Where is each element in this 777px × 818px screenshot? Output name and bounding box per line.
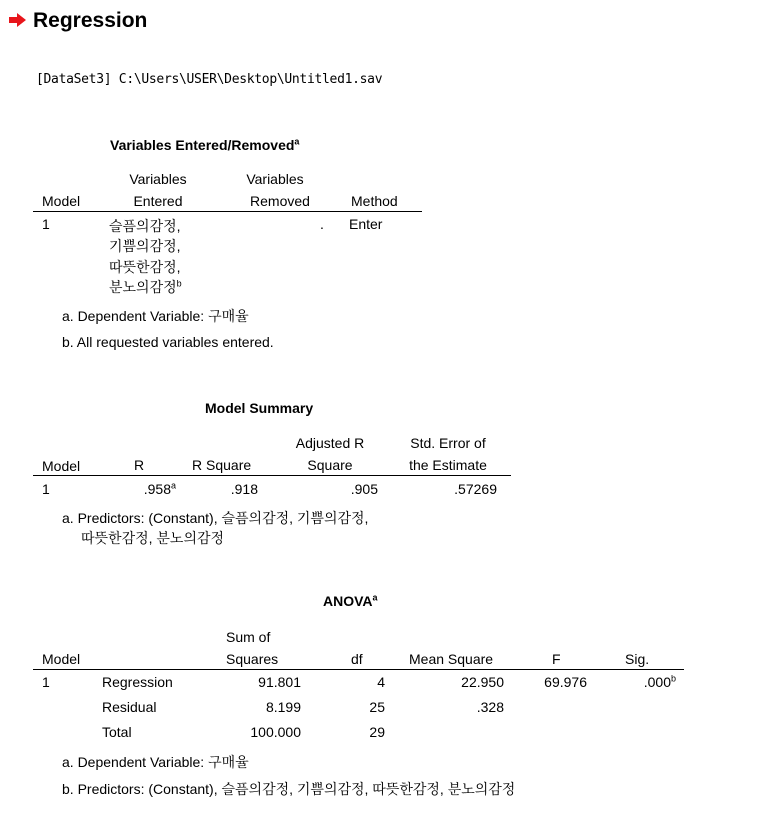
- residual-sum: 8.199: [265, 699, 301, 715]
- row-model: 1: [42, 674, 50, 690]
- std-error-value: .57269: [454, 481, 497, 497]
- header-r: R: [134, 457, 145, 473]
- dataset-path: [DataSet3] C:\Users\USER\Desktop\Untitled1.sav: [36, 72, 383, 87]
- entered-var-3: 따뜻한감정,: [109, 259, 181, 275]
- header-entered-2: Entered: [133, 193, 183, 209]
- header-sum-2: Squares: [226, 651, 279, 667]
- regression-f: 69.976: [544, 674, 587, 690]
- footnote-a: a. Dependent Variable: 구매율: [62, 754, 249, 770]
- footnote-b: b. Predictors: (Constant), 슬픔의감정, 기쁨의감정, 따뜻한감정, 분노의감정: [62, 781, 516, 797]
- entered-var-2: 기쁨의감정,: [109, 238, 181, 254]
- row-model: 1: [42, 216, 50, 232]
- residual-df: 25: [369, 699, 385, 715]
- header-f: F: [552, 651, 561, 667]
- header-sum-1: Sum of: [226, 629, 271, 645]
- header-removed-1: Variables: [246, 171, 304, 187]
- page-title: Regression: [33, 9, 148, 32]
- footnote-a: a. Dependent Variable: 구매율: [62, 308, 249, 324]
- header-adj-2: Square: [307, 457, 353, 473]
- model-summary-title: Model Summary: [205, 400, 314, 416]
- residual-mean: .328: [476, 699, 504, 715]
- regression-sum: 91.801: [258, 674, 301, 690]
- regression-sig: .000$^b$: [643, 673, 676, 690]
- method-value: Enter: [349, 216, 383, 232]
- header-model: Model: [42, 458, 81, 474]
- header-entered-1: Variables: [129, 171, 187, 187]
- header-model: Model: [42, 193, 81, 209]
- adj-r-square-value: .905: [350, 481, 378, 497]
- r-square-value: .918: [230, 481, 258, 497]
- header-removed-2: Removed: [250, 193, 310, 209]
- footnote-a: a. Predictors: (Constant), 슬픔의감정, 기쁨의감정,: [62, 510, 369, 526]
- header-mean-square: Mean Square: [409, 651, 494, 667]
- residual-label: Residual: [102, 699, 157, 715]
- table-rule: [33, 669, 684, 670]
- table-rule: [33, 475, 511, 476]
- entered-var-1: 슬픔의감정,: [109, 218, 181, 234]
- total-label: Total: [102, 724, 132, 740]
- header-se-1: Std. Error of: [410, 435, 486, 451]
- header-r-square: R Square: [192, 457, 252, 473]
- regression-label: Regression: [102, 674, 173, 690]
- regression-mean: 22.950: [461, 674, 504, 690]
- footnote-a-cont: 따뜻한감정, 분노의감정: [81, 530, 225, 546]
- entered-var-4: 분노의감정$^b$: [109, 278, 182, 295]
- header-sig: Sig.: [625, 651, 650, 667]
- table-rule: [33, 211, 422, 212]
- footnote-b: b. All requested variables entered.: [62, 334, 274, 350]
- header-df: df: [351, 651, 363, 667]
- total-df: 29: [369, 724, 385, 740]
- header-method: Method: [351, 193, 398, 209]
- anova-title: ANOVA$^a$: [323, 592, 378, 609]
- header-se-2: the Estimate: [409, 457, 487, 473]
- regression-df: 4: [377, 674, 385, 690]
- row-model: 1: [42, 481, 50, 497]
- total-sum: 100.000: [250, 724, 301, 740]
- variables-table-title: Variables Entered/Removed$^a$: [110, 136, 300, 153]
- arrow-right-icon: [8, 12, 28, 28]
- header-model: Model: [42, 651, 81, 667]
- removed-value: .: [320, 216, 324, 232]
- r-value: .958$^a$: [143, 480, 176, 497]
- header-adj-1: Adjusted R: [295, 435, 365, 451]
